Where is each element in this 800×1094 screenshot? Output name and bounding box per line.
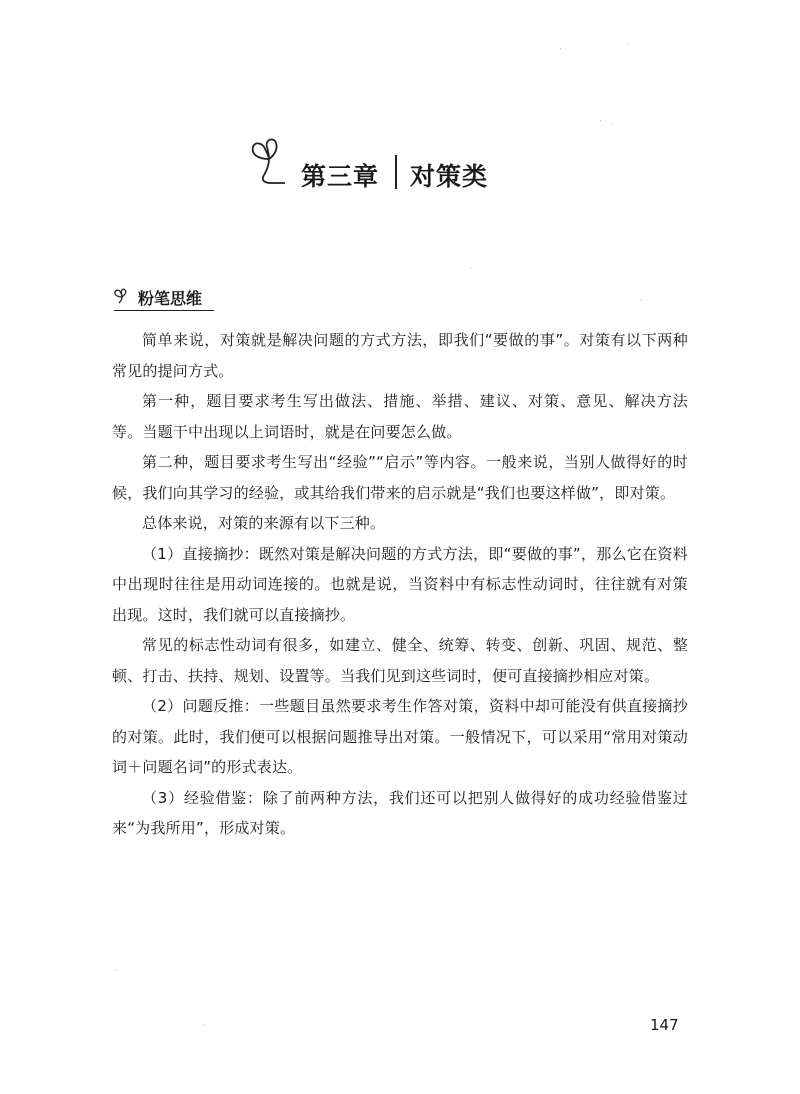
scan-speck [600,120,601,121]
chapter-number: 第三章 [301,162,380,191]
paragraph: 常见的标志性动词有很多，如建立、健全、统筹、转变、创新、巩固、规范、整顿、打击、扶持、规划、设置等。当我们见到这些词时，便可直接摘抄相应对策。 [112,636,688,685]
chapter-header [245,133,565,195]
scan-speck [560,48,561,49]
paragraph: 总体来说，对策的来源有以下三种。 [142,514,386,532]
body-text [112,325,688,844]
scan-speck [628,44,629,45]
chapter-separator [395,155,397,189]
section-underline [114,310,214,311]
paragraph: 第二种，题目要求考生写出“经验”“启示”等内容。一般来说，当别人做得好的时候，我们向其学习的经验，或其给我们带来的启示就是“我们也要这样做”，即对策。 [112,453,688,502]
chapter-title: 对策类 [410,162,489,191]
scan-speck [204,1024,205,1025]
scan-speck [612,124,613,125]
sprout-icon [245,133,295,191]
paragraph: 第一种，题目要求考生写出做法、措施、举措、建议、对策、意见、解决方法等。当题干中出现以上词语时，就是在问要怎么做。 [112,392,688,441]
paragraph: （2）问题反推：一些题目虽然要求考生作答对策，资料中却可能没有供直接摘抄的对策。此时，我们便可以根据问题推导出对策。一般情况下，可以采用“常用对策动词＋问题名词”的形式表达。 [112,697,688,776]
sprout-small-icon [112,288,134,304]
paragraph: （1）直接摘抄：既然对策是解决问题的方式方法，即“要做的事”，那么它在资料中出现时往往是用动词连接的。也就是说，当资料中有标志性动词时，往往就有对策出现。这时，我们就可以直接摘抄。 [112,544,688,624]
paragraph: 简单来说，对策就是解决问题的方式方法，即我们“要做的事”。对策有以下两种常见的提问方式。 [112,331,688,380]
scan-speck [116,970,117,971]
scan-speck [470,268,471,269]
scan-speck [640,300,641,301]
page-number: 147 [650,1016,679,1034]
section-title: 粉笔思维 [138,289,203,308]
section-header [112,284,312,314]
paragraph: （3）经验借鉴：除了前两种方法，我们还可以把别人做得好的成功经验借鉴过来“为我所用”，形成对策。 [112,788,688,837]
